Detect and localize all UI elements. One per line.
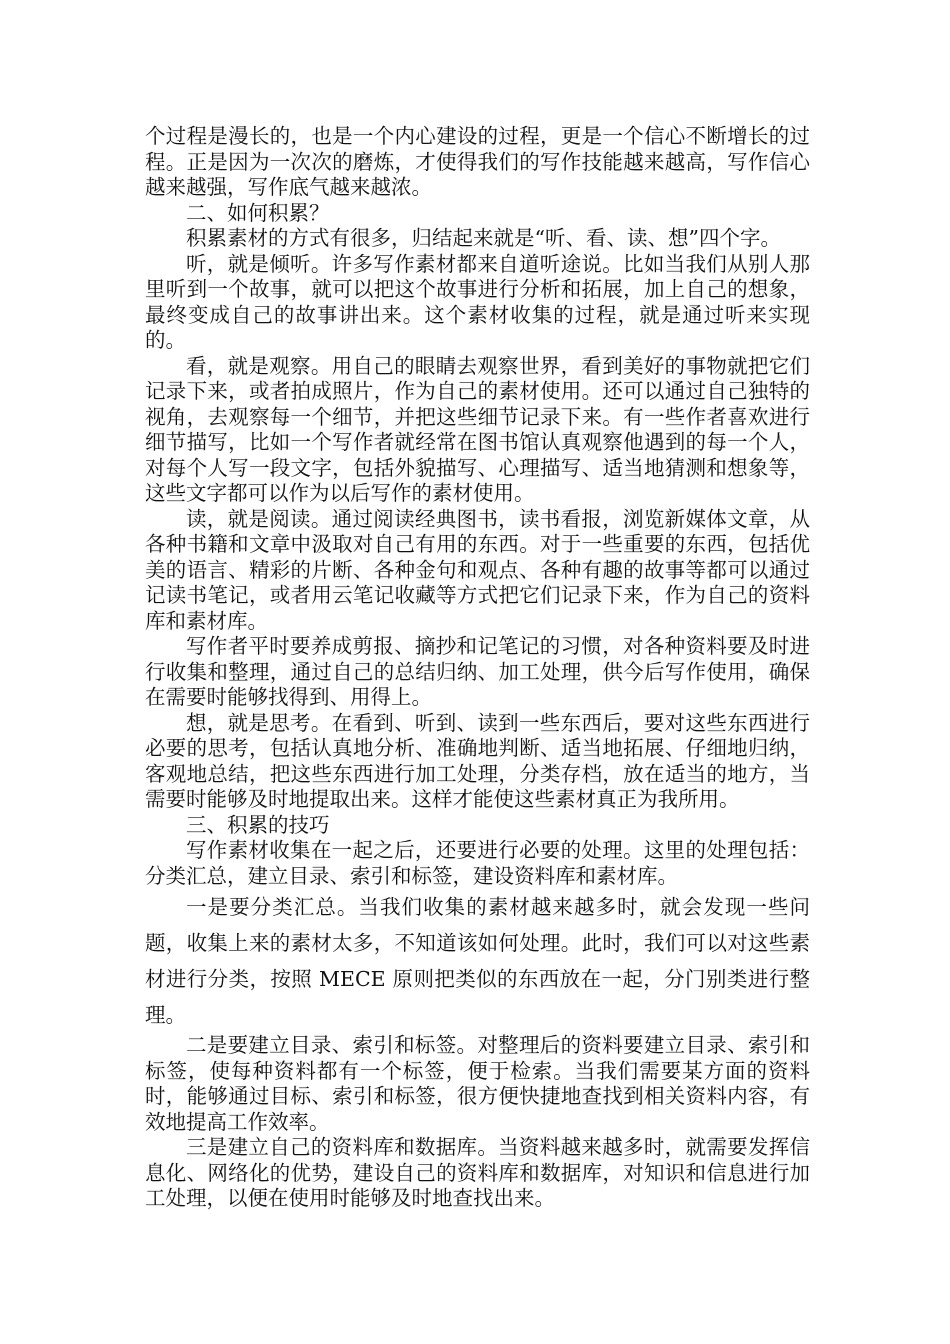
section-heading-techniques: 三、积累的技巧 bbox=[186, 812, 330, 837]
document-body bbox=[145, 124, 810, 1212]
paragraph-habits: 写作者平时要养成剪报、摘抄和记笔记的习惯，对各种资料要及时进行收集和整理，通过自己的总结归纳、加工处理，供今后写作使用，确保在需要时能够找得到、用得上。 bbox=[145, 634, 810, 709]
section-heading-how-to-accumulate: 二、如何积累？ bbox=[186, 200, 330, 225]
paragraph-methods-intro: 积累素材的方式有很多，归结起来就是“听、看、读、想”四个字。 bbox=[186, 226, 781, 250]
paragraph-think: 想，就是思考。在看到、听到、读到一些东西后，要对这些东西进行必要的思考，包括认真地分析、准确地判断、适当地拓展、仔细地归纳，客观地总结，把这些东西进行加工处理，分类存档，放在适当的地方，当需要时能够及时地提取出来。这样才能使这些素材真正为我所用。 bbox=[145, 710, 810, 811]
paragraph-processing: 写作素材收集在一起之后，还要进行必要的处理。这里的处理包括：分类汇总，建立目录、索引和标签，建设资料库和素材库。 bbox=[145, 838, 810, 888]
paragraph-classify: 一是要分类汇总。当我们收集的素材越来越多时，就会发现一些问题，收集上来的素材太多，不知道该如何处理。此时，我们可以对这些素材进行分类，按照 MECE 原则把类似的东西放在一起，分门别类进行整理。 bbox=[145, 895, 810, 1027]
paragraph-continued: 个过程是漫长的，也是一个内心建设的过程，更是一个信心不断增长的过程。正是因为一次次的磨炼，才使得我们的写作技能越来越高，写作信心越来越强，写作底气越来越浓。 bbox=[145, 124, 810, 199]
paragraph-listen: 听，就是倾听。许多写作素材都来自道听途说。比如当我们从别人那里听到一个故事，就可以把这个故事进行分析和拓展，加上自己的想象，最终变成自己的故事讲出来。这个素材收集的过程，就是通过听来实现的。 bbox=[145, 251, 810, 352]
paragraph-database: 三是建立自己的资料库和数据库。当资料越来越多时，就需要发挥信息化、网络化的优势，建设自己的资料库和数据库，对知识和信息进行加工处理，以便在使用时能够及时地查找出来。 bbox=[145, 1135, 810, 1210]
paragraph-read: 读，就是阅读。通过阅读经典图书，读书看报，浏览新媒体文章，从各种书籍和文章中汲取对自己有用的东西。对于一些重要的东西，包括优美的语言、精彩的片断、各种金句和观点、各种有趣的故事等都可以通过记读书笔记，或者用云笔记收藏等方式把它们记录下来，作为自己的资料库和素材库。 bbox=[145, 506, 810, 633]
paragraph-look: 看，就是观察。用自己的眼睛去观察世界，看到美好的事物就把它们记录下来，或者拍成照片，作为自己的素材使用。还可以通过自己独特的视角，去观察每一个细节，并把这些细节记录下来。有一些作者喜欢进行细节描写，比如一个写作者就经常在图书馆认真观察他遇到的每一个人，对每个人写一段文字，包括外貌描写、心理描写、适当地猜测和想象等，这些文字都可以作为以后写作的素材使用。 bbox=[145, 353, 810, 505]
paragraph-index: 二是要建立目录、索引和标签。对整理后的资料要建立目录、索引和标签，使每种资料都有一个标签，便于检索。当我们需要某方面的资料时，能够通过目标、索引和标签，很方便快捷地查找到相关资料内容，有效地提高工作效率。 bbox=[145, 1033, 810, 1134]
